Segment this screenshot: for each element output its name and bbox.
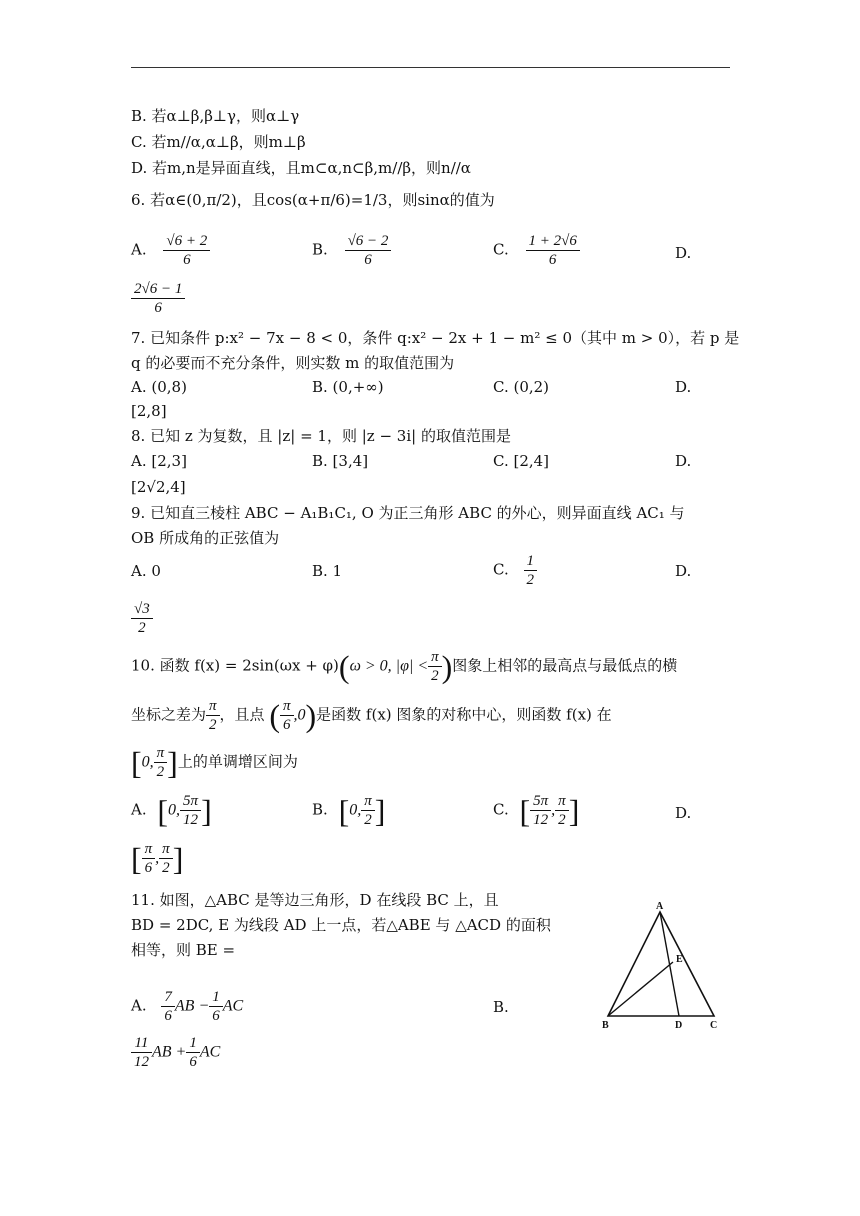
q5-option-c: C. 若m//α,α⊥β，则m⊥β (131, 133, 306, 151)
label-b: B (602, 1020, 609, 1031)
q7-option-d-value: [2,8] (131, 402, 167, 420)
fraction: $\frac{1 + 2√6}{6}$ (526, 232, 580, 269)
fraction: $\frac{\pi}{2}$ (206, 697, 220, 734)
q9-stem-2: OB 所成角的正弦值为 (131, 529, 280, 547)
q5-option-d: D. 若m,n是异面直线，且m⊂α,n⊂β,m//β，则n//α (131, 159, 471, 177)
segment-be (608, 962, 673, 1016)
q11-option-a: A. $\frac{7}{6}$ AB − $\frac{1}{6}$ AC (131, 989, 244, 1024)
fraction: $\frac{11}{12}$ (131, 1034, 152, 1071)
q6-option-a: A. $\frac{√6 + 2}{6}$ (131, 232, 210, 269)
q6-option-b: B. $\frac{√6 - 2}{6}$ (312, 232, 391, 269)
q9-option-d-label: D. (675, 562, 692, 580)
label-e: E (676, 954, 683, 965)
q6-option-d-value (131, 280, 185, 317)
q10-option-b: B. [0, $\frac{\pi}{2}$ ] (312, 792, 386, 829)
q8-option-b: B. [3,4] (312, 452, 369, 470)
q11-stem-2: BD = 2DC, E 为线段 AD 上一点，若△ABE 与 △ACD 的面积 (131, 916, 551, 934)
label-d: D (675, 1020, 683, 1031)
q5-option-b: B. 若α⊥β,β⊥γ，则α⊥γ (131, 107, 300, 125)
q10-option-d-label: D. (675, 804, 692, 822)
q7-option-d-label: D. (675, 378, 692, 396)
fraction: $\frac{1}{2}$ (524, 552, 538, 589)
fraction: $\frac{1}{6}$ (209, 988, 223, 1025)
header-rule (131, 67, 730, 68)
fraction: $\frac{7}{6}$ (161, 988, 175, 1025)
fraction: $\frac{\pi}{2}$ (154, 744, 168, 781)
q6-stem: 6. 若α∈(0,π/2)，且cos(α+π/6)=1/3，则sinα的值为 (131, 191, 495, 209)
fraction: $\frac{\pi}{6}$ (142, 840, 156, 877)
q7-stem-2: q 的必要而不充分条件，则实数 m 的取值范围为 (131, 354, 455, 372)
q10-option-c: C. [ $\frac{5\pi}{12}$ , $\frac{\pi}{2}$ ] (493, 792, 580, 829)
q7-option-c: C. (0,2) (493, 378, 550, 396)
q10-stem-1: 10. 函数 f(x) = 2sin(ωx + φ)(ω > 0, |φ| < $\frac{\pi}{2}$ )图象上相邻的最高点与最低点的横 (131, 648, 678, 685)
label-a: A (656, 901, 664, 912)
fraction: $\frac{5\pi}{12}$ (530, 792, 551, 829)
q8-option-d-label: D. (675, 452, 692, 470)
q9-option-d-value (131, 600, 153, 637)
fraction: $\frac{\pi}{2}$ (555, 792, 569, 829)
q7-option-a: A. (0,8) (131, 378, 187, 396)
label-c: C (710, 1020, 718, 1031)
q6-option-c: C. $\frac{1 + 2√6}{6}$ (493, 232, 580, 269)
q7-option-b: B. (0,+∞) (312, 378, 384, 396)
fraction: $\frac{\pi}{2}$ (428, 648, 442, 685)
q11-option-b-label: B. (493, 998, 509, 1016)
triangle-figure (600, 900, 730, 1032)
q9-option-c: C. $\frac{1}{2}$ (493, 552, 537, 589)
triangle-abc (608, 912, 714, 1016)
q8-option-a: A. [2,3] (131, 452, 187, 470)
fraction: $\frac{√3}{2}$ (131, 600, 153, 637)
q8-option-c: C. [2,4] (493, 452, 550, 470)
q11-stem-1: 11. 如图，△ABC 是等边三角形，D 在线段 BC 上，且 (131, 891, 499, 909)
q10-option-d-value: [ $\frac{\pi}{6}$ , $\frac{\pi}{2}$ ] (131, 840, 184, 877)
q11-stem-3: 相等，则 BE = (131, 941, 236, 959)
fraction: $\frac{\pi}{2}$ (361, 792, 375, 829)
q7-stem-1: 7. 已知条件 p:x² − 7x − 8 < 0，条件 q:x² − 2x + 1 − m² ≤ 0（其中 m > 0），若 p 是 (131, 329, 740, 347)
q11-option-b-value: $\frac{11}{12}$ AB + $\frac{1}{6}$ AC (131, 1034, 220, 1071)
fraction: $\frac{√6 - 2}{6}$ (345, 232, 392, 269)
fraction: $\frac{2√6 - 1}{6}$ (131, 280, 185, 317)
q6-option-d-label: D. (675, 244, 692, 262)
fraction: $\frac{\pi}{6}$ (280, 697, 294, 734)
q9-option-a: A. 0 (131, 562, 161, 580)
q10-option-a: A. [0, $\frac{5\pi}{12}$ ] (131, 792, 212, 829)
q10-stem-2: 坐标之差为 $\frac{\pi}{2}$ ，且点 ( $\frac{\pi}{6}$ ,0)是函数 f(x) 图象的对称中心，则函数 f(x) 在 (131, 697, 612, 734)
fraction: $\frac{1}{6}$ (186, 1034, 200, 1071)
q9-option-b: B. 1 (312, 562, 343, 580)
q8-stem: 8. 已知 z 为复数，且 |z| = 1，则 |z − 3i| 的取值范围是 (131, 427, 511, 445)
fraction: $\frac{\pi}{2}$ (159, 840, 173, 877)
fraction: $\frac{5\pi}{12}$ (180, 792, 201, 829)
q9-stem-1: 9. 已知直三棱柱 ABC − A₁B₁C₁, O 为正三角形 ABC 的外心，则异面直线 AC₁ 与 (131, 504, 685, 522)
q8-option-d-value: [2√2,4] (131, 478, 186, 496)
fraction: $\frac{√6 + 2}{6}$ (163, 232, 210, 269)
q10-stem-3: [0, $\frac{\pi}{2}$ ]上的单调增区间为 (131, 744, 298, 781)
